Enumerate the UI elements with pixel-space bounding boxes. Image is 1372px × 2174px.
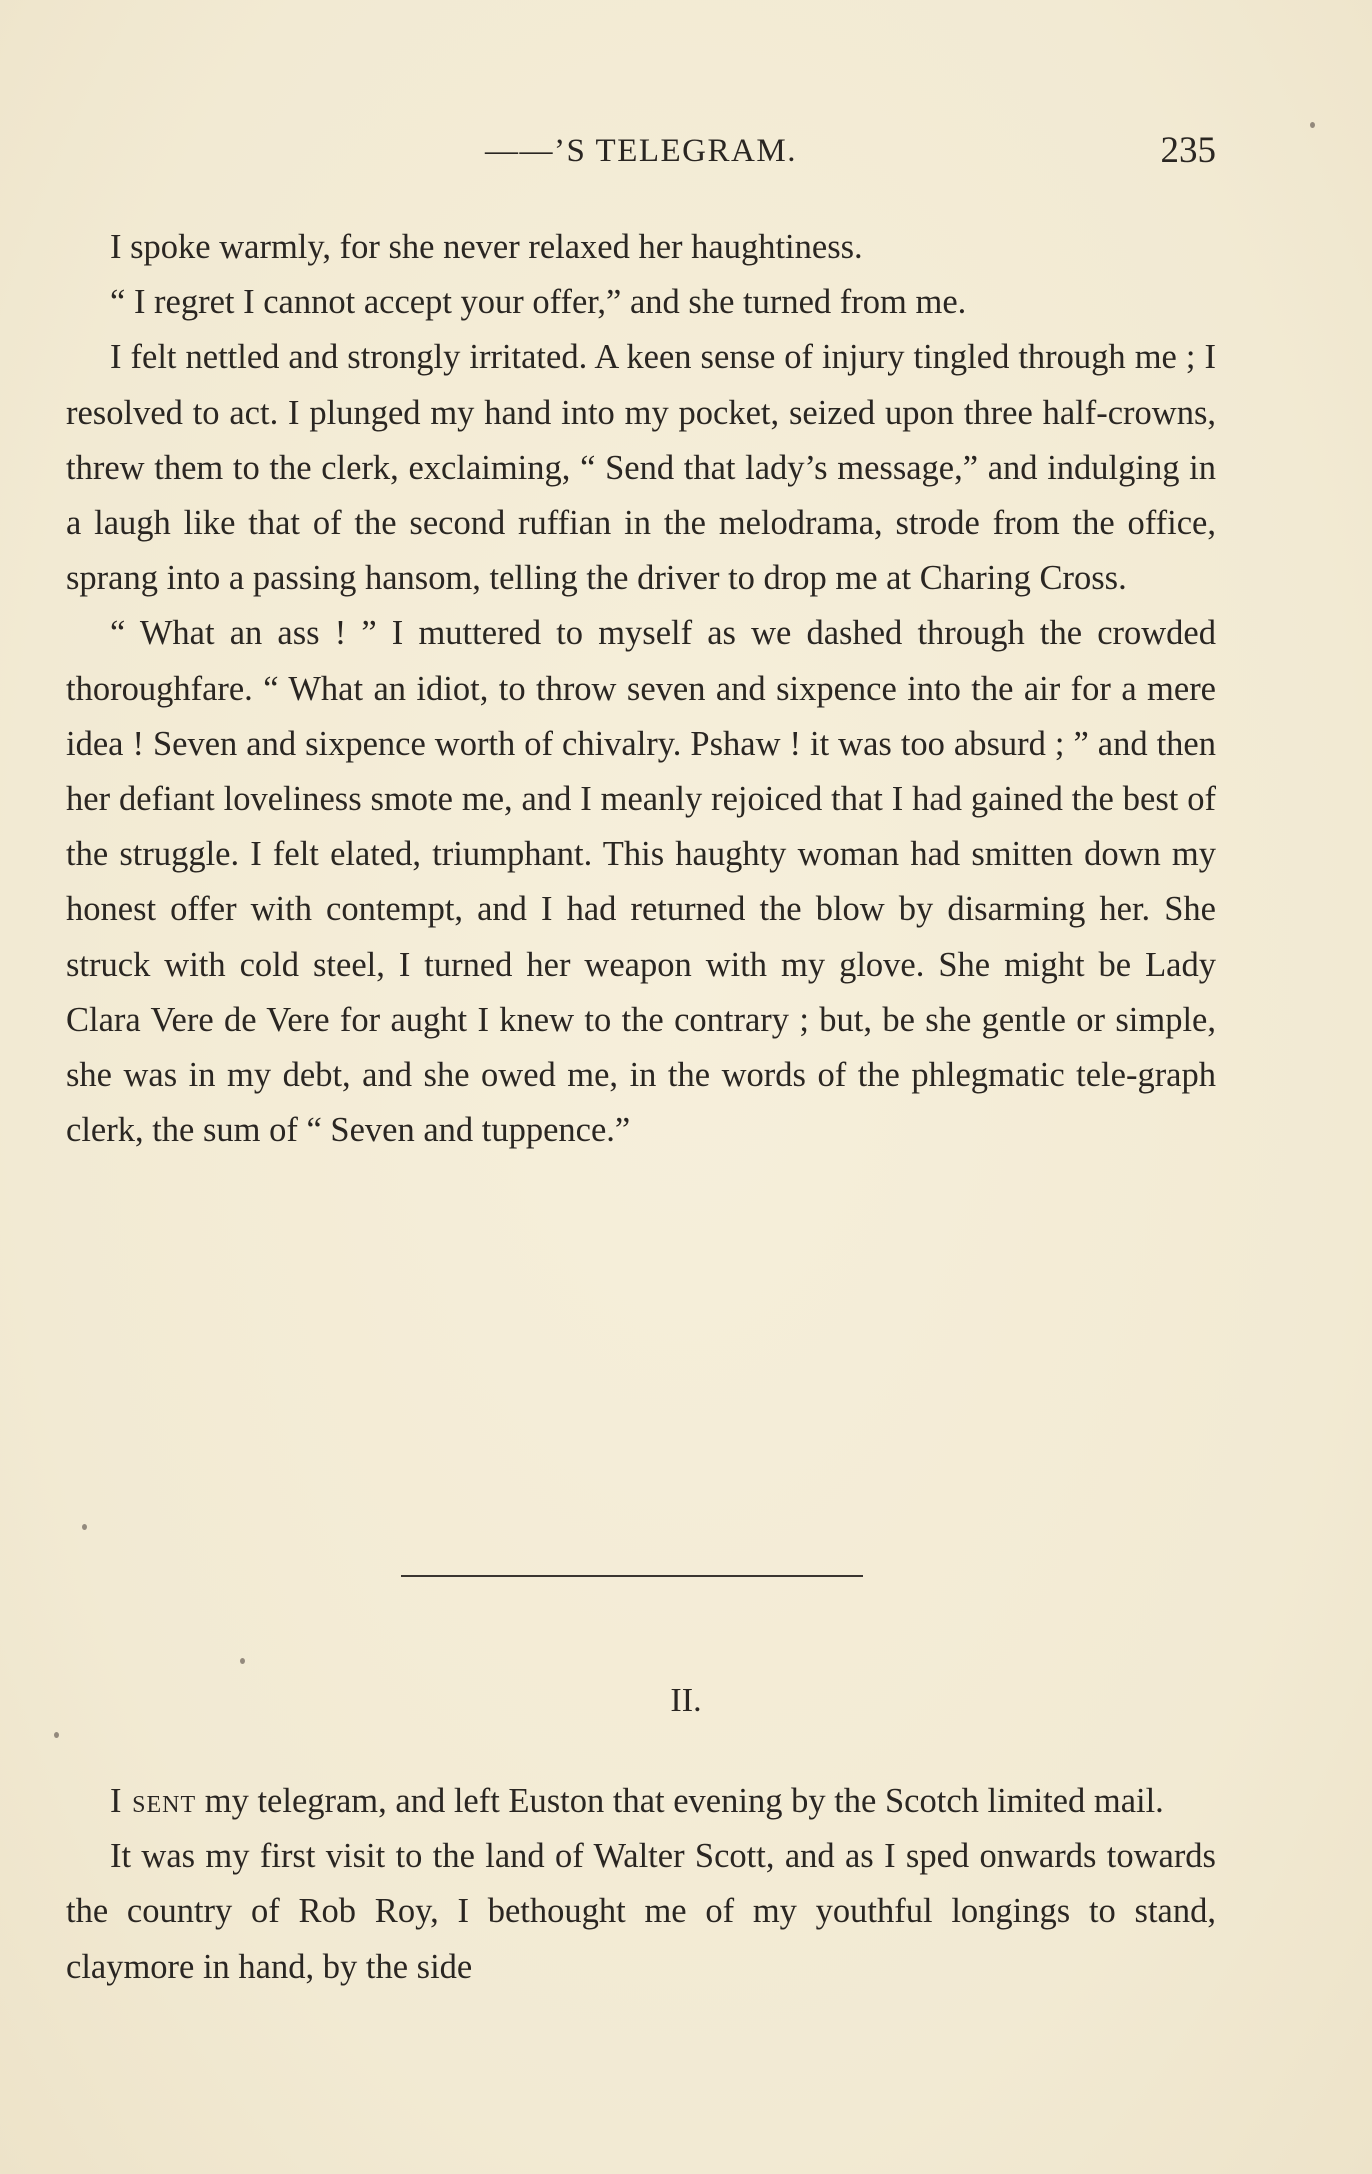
section-divider — [401, 1575, 863, 1577]
paragraph — [66, 1774, 1216, 1829]
running-head: ——’S TELEGRAM. — [485, 133, 797, 169]
print-speck — [240, 1658, 245, 1664]
print-speck — [82, 1524, 87, 1530]
print-speck — [54, 1732, 59, 1738]
part-two-text — [66, 1774, 1216, 1995]
paragraph-lead-small-caps: I sent — [110, 1782, 197, 1820]
paragraph-rest: my telegram, and left Euston that evening by the Scotch limited mail. — [196, 1782, 1164, 1820]
page-number: 235 — [1160, 130, 1216, 171]
paragraph: It was my first visit to the land of Walter Scott, and as I sped onwards towards the country of Rob Roy, I bethought me of my youthful longings to stand, claymore in hand, by the side — [66, 1837, 1216, 1986]
part-one-text — [66, 220, 1216, 1158]
section-heading: II. — [670, 1682, 702, 1719]
paragraph: I spoke warmly, for she never relaxed her haughtiness. — [110, 228, 863, 266]
paragraph: “ I regret I cannot accept your offer,” and she turned from me. — [110, 283, 967, 322]
page-header — [66, 128, 1216, 174]
paragraph: “ What an ass ! ” I muttered to myself as we dashed through the crowded thoroughfare. “ What an idiot, to throw seven and sixpence into the air for a mere idea ! Seven and sixpence worth of chivalry. Pshaw ! it was too absurd ; ” and then her defiant loveliness smote me, and I meanly rejoiced that I had gained the best of the struggle. I felt elated, triumphant. This haughty woman had smitten down my honest offer with contempt, and I had returned the blow by disarming her. She struck with cold steel, I turned her weapon with my glove. She might be Lady Clara Vere de Vere for aught I knew to the contrary ; but, be she gentle or simple, she was in my debt, and she owed me, in the words of the phlegmatic tele-graph clerk, the sum of “ Seven and tuppence.” — [66, 614, 1216, 1150]
print-speck — [1310, 122, 1315, 128]
paragraph: I felt nettled and strongly irritated. A keen sense of injury tingled through me ; I resolved to act. I plunged my hand into my pocket, seized upon three half-crowns, threw them to the clerk, exclaiming, “ Send that lady’s message,” and indulging in a laugh like that of the second ruffian in the melodrama, strode from the office, sprang into a passing hansom, telling the driver to drop me at Charing Cross. — [66, 338, 1216, 598]
